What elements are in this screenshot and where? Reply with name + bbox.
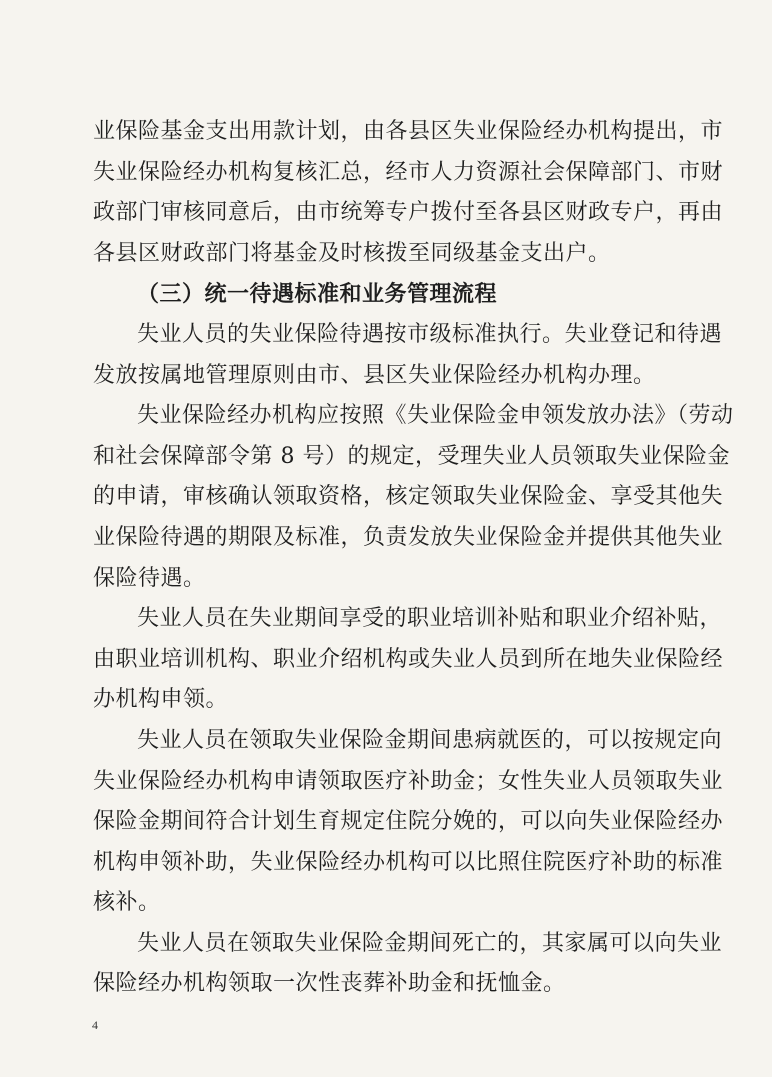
text-line: 保险经办机构领取一次性丧葬补助金和抚恤金。 <box>93 971 566 997</box>
text-line: 发放按属地管理原则由市、县区失业保险经办机构办理。 <box>93 362 656 388</box>
text-line: 办机构申领。 <box>93 687 229 713</box>
text-line: 失业人员在领取失业保险金期间死亡的，其家属可以向失业 <box>137 930 723 956</box>
section-heading: （三）统一待遇标准和业务管理流程 <box>137 281 498 308</box>
text-line: 由职业培训机构、职业介绍机构或失业人员到所在地失业保险经 <box>93 646 724 672</box>
text-line: 失业人员的失业保险待遇按市级标准执行。失业登记和待遇 <box>137 321 723 347</box>
text-line: 失业人员在领取失业保险金期间患病就医的，可以按规定向 <box>137 727 723 753</box>
text-line: 核补。 <box>93 890 161 916</box>
text-line: 失业人员在失业期间享受的职业培训补贴和职业介绍补贴， <box>137 606 723 632</box>
body-text <box>93 112 734 1005</box>
text-line: 政部门审核同意后，由市统筹专户拨付至各县区财政专户，再由 <box>93 200 724 226</box>
text-line: 业保险基金支出用款计划，由各县区失业保险经办机构提出，市 <box>93 119 724 144</box>
text-line: 失业保险经办机构申请领取医疗补助金；女性失业人员领取失业 <box>93 768 724 794</box>
text-line: 业保险待遇的期限及标准，负责发放失业保险金并提供其他失业 <box>93 524 724 550</box>
text-line: 的申请，审核确认领取资格，核定领取失业保险金、享受其他失 <box>93 484 724 510</box>
text-line: 机构申领补助，失业保险经办机构可以比照住院医疗补助的标准 <box>93 849 724 875</box>
text-line: 保险待遇。 <box>93 565 206 591</box>
page-number: 4 <box>92 1018 98 1032</box>
text-line: 失业保险经办机构应按照《失业保险金申领发放办法》（劳动 <box>137 403 734 429</box>
text-line: 保险金期间符合计划生育规定住院分娩的，可以向失业保险经办 <box>93 809 724 835</box>
text-line: 和社会保障部令第 8 号）的规定，受理失业人员领取失业保险金 <box>93 443 730 469</box>
text-line: 各县区财政部门将基金及时核拨至同级基金支出户。 <box>93 240 611 266</box>
text-line: 失业保险经办机构复核汇总，经市人力资源社会保障部门、市财 <box>93 159 724 185</box>
